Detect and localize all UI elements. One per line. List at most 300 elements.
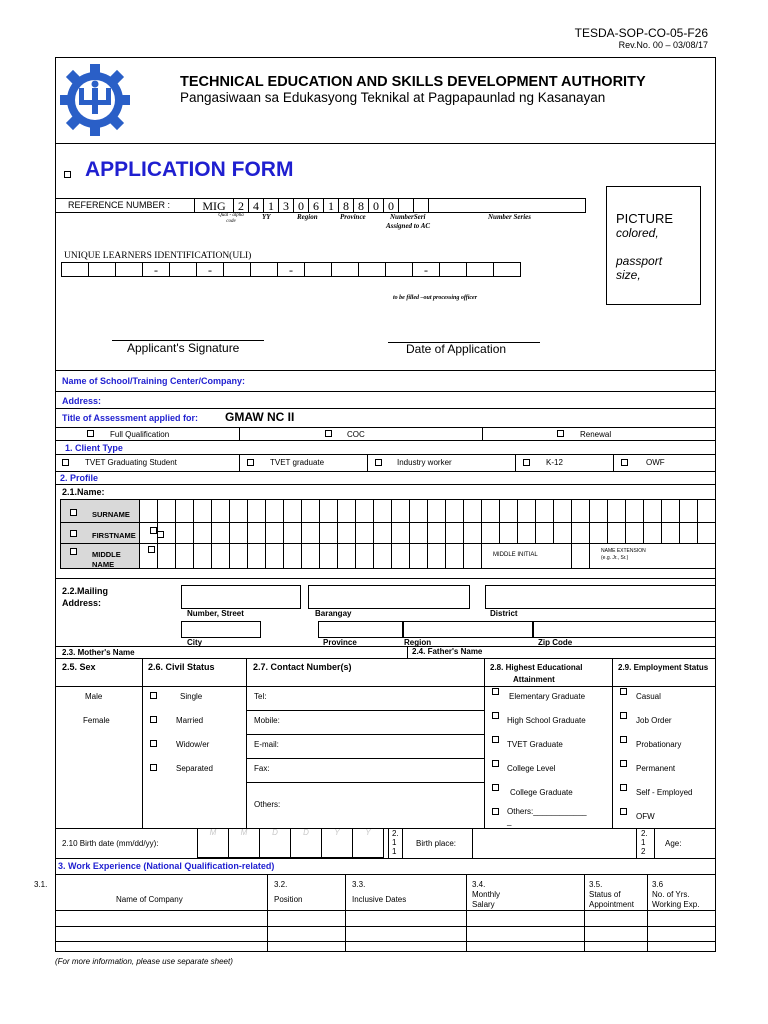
name-letter-cell[interactable] <box>427 543 446 569</box>
education-heading-1: 2.8. Highest Educational <box>490 663 583 672</box>
uli-cell[interactable] <box>304 262 332 277</box>
owf-label: OWF <box>646 458 665 467</box>
name-letter-cell[interactable] <box>391 499 410 523</box>
client-type-heading: 1. Client Type <box>65 443 123 453</box>
mailing-label-1: 2.2.Mailing <box>62 586 109 596</box>
name-letter-cell[interactable] <box>445 522 464 544</box>
permanent-label: Permanent <box>636 764 676 773</box>
name-label: 2.1.Name: <box>62 487 105 497</box>
contact-heading: 2.7. Contact Number(s) <box>253 662 352 672</box>
name-letter-cell[interactable] <box>463 543 482 569</box>
renewal-checkbox[interactable] <box>557 430 564 437</box>
name-sub-label: NAME <box>92 560 115 569</box>
uli-cell[interactable] <box>61 262 89 277</box>
name-letter-cell[interactable] <box>625 499 644 523</box>
name-letter-cell[interactable] <box>409 522 428 544</box>
birthdate-cell[interactable]: D <box>259 828 291 858</box>
uli-cell[interactable] <box>169 262 197 277</box>
name-letter-cell[interactable] <box>643 522 662 544</box>
client-sep-1 <box>239 454 240 471</box>
name-letter-cell[interactable] <box>679 499 698 523</box>
parents-sep <box>407 646 408 658</box>
casual-label: Casual <box>636 692 661 701</box>
name-letter-cell[interactable] <box>175 543 194 569</box>
others-edu-checkbox[interactable] <box>492 808 499 815</box>
name-letter-cell[interactable] <box>211 499 230 523</box>
others-label[interactable]: Others: <box>254 800 281 809</box>
number-street-field[interactable] <box>181 585 301 609</box>
job-order-checkbox[interactable] <box>620 712 627 719</box>
name-letter-cell[interactable] <box>283 522 302 544</box>
surname-label: SURNAME <box>92 510 130 519</box>
col-name-company-num: 3.1. <box>34 880 48 889</box>
name-letter-cell[interactable] <box>481 522 500 544</box>
renewal-label: Renewal <box>580 430 612 439</box>
middle-label: MIDDLE <box>92 550 121 559</box>
birth-sep-2 <box>402 828 403 858</box>
uli-cell[interactable] <box>331 262 359 277</box>
name-letter-cell[interactable] <box>229 522 248 544</box>
form-title: APPLICATION FORM <box>85 158 294 181</box>
tvet-graduating-label: TVET Graduating Student <box>85 458 177 467</box>
col-status-num: 3.5. <box>589 880 603 889</box>
name-letter-cell[interactable] <box>553 499 572 523</box>
uli-cell[interactable]: - <box>412 262 440 277</box>
name-letter-cell[interactable] <box>265 522 284 544</box>
name-letter-cell[interactable] <box>661 522 680 544</box>
name-letter-cell[interactable] <box>283 499 302 523</box>
father-label: 2.4. Father's Name <box>412 647 483 656</box>
single-label: Single <box>180 692 203 701</box>
divider-assessment <box>55 408 716 409</box>
qual-sep-1 <box>239 427 240 440</box>
uli-cell[interactable] <box>223 262 251 277</box>
uli-label: UNIQUE LEARNERS IDENTIFICATION(ULI) <box>64 251 252 261</box>
uli-cell[interactable]: - <box>196 262 224 277</box>
name-letter-cell[interactable] <box>427 499 446 523</box>
picture-box[interactable] <box>606 186 701 305</box>
job-order-label: Job Order <box>636 716 672 725</box>
firstname-cells[interactable] <box>140 522 698 544</box>
ofw-emp-label: OFW <box>636 812 655 821</box>
separated-label: Separated <box>176 764 213 773</box>
uli-cell[interactable] <box>88 262 116 277</box>
full-qualification-label: Full Qualification <box>110 430 170 439</box>
city-label: City <box>187 638 203 647</box>
name-letter-cell[interactable] <box>301 522 320 544</box>
birthdate-cells[interactable] <box>198 828 384 858</box>
age-num-1: 2. <box>641 829 648 838</box>
district-label: District <box>490 609 518 618</box>
name-letter-cell[interactable] <box>643 499 662 523</box>
name-letter-cell[interactable] <box>193 522 212 544</box>
name-letter-cell[interactable] <box>157 499 176 523</box>
org-name-tagalog: Pangasiwaan sa Edukasyong Teknikal at Pagpapaunlad ng Kasanayan <box>180 90 606 105</box>
client-sep-3 <box>515 454 516 471</box>
col-position-num: 3.2. <box>274 880 288 889</box>
casual-checkbox[interactable] <box>620 688 627 695</box>
uli-cell[interactable] <box>250 262 278 277</box>
middle-initial-label: MIDDLE INITIAL <box>493 552 538 558</box>
work-row-1[interactable] <box>55 910 716 911</box>
name-letter-cell[interactable] <box>427 522 446 544</box>
divider-work <box>55 858 716 859</box>
col-sep-4 <box>612 658 613 828</box>
uli-cell[interactable] <box>115 262 143 277</box>
others-edu-label: Others:____________ <box>507 807 587 816</box>
profile-heading: 2. Profile <box>60 473 99 483</box>
name-letter-cell[interactable] <box>193 499 212 523</box>
name-letter-cell[interactable] <box>463 522 482 544</box>
tel-label[interactable]: Tel: <box>254 692 267 701</box>
name-letter-cell[interactable] <box>553 522 572 544</box>
firstname-checkbox[interactable] <box>70 530 77 537</box>
divider-mailing <box>55 578 716 579</box>
ref-sub-qual: Qual - alpha code <box>218 213 244 224</box>
age-num-2: 1 <box>641 838 646 847</box>
name-ext-label: NAME EXTENSION <box>601 548 646 554</box>
birthdate-cell[interactable]: Y <box>321 828 353 858</box>
owf-checkbox[interactable] <box>621 459 628 466</box>
title-checkbox[interactable] <box>64 171 71 178</box>
name-letter-cell[interactable] <box>265 499 284 523</box>
col-salary-2: Salary <box>472 900 495 909</box>
birth-sep-1 <box>388 828 389 858</box>
name-letter-cell[interactable] <box>571 522 590 544</box>
district-field[interactable] <box>485 585 716 609</box>
name-letter-cell[interactable] <box>391 543 410 569</box>
region-label: Region <box>404 638 432 647</box>
firstname-checkbox-2[interactable] <box>150 527 157 534</box>
college-graduate-label: College Graduate <box>510 788 573 797</box>
client-sep-4 <box>613 454 614 471</box>
name-letter-cell[interactable] <box>391 522 410 544</box>
col-years-num: 3.6 <box>652 880 664 889</box>
zip-label: Zip Code <box>538 638 573 647</box>
name-letter-cell[interactable] <box>679 522 698 544</box>
ref-digit-cell[interactable] <box>413 198 429 213</box>
k12-checkbox[interactable] <box>523 459 530 466</box>
birthplace-num-3: 1 <box>392 847 397 856</box>
widower-label: Widow/er <box>176 740 210 749</box>
mobile-label[interactable]: Mobile: <box>254 716 280 725</box>
surname-cells[interactable] <box>140 499 698 523</box>
name-letter-cell[interactable] <box>247 499 266 523</box>
name-letter-cell[interactable] <box>661 499 680 523</box>
divider-parents <box>55 646 716 647</box>
age-label: Age: <box>665 839 682 848</box>
mother-label: 2.3. Mother's Name <box>62 648 135 657</box>
col-name-company: Name of Company <box>116 895 183 904</box>
civil-status-heading: 2.6. Civil Status <box>148 662 215 672</box>
col-salary-1: Monthly <box>472 890 501 899</box>
industry-worker-label: Industry worker <box>397 458 452 467</box>
uli-cell[interactable] <box>385 262 413 277</box>
name-letter-cell[interactable] <box>229 543 248 569</box>
name-letter-cell[interactable] <box>607 499 626 523</box>
col-status-1: Status of <box>589 890 621 899</box>
ref-sub-yy: YY <box>262 213 271 221</box>
name-letter-cell[interactable] <box>229 499 248 523</box>
number-street-label: Number, Street <box>187 609 244 618</box>
ref-digit-cell[interactable]: 8 <box>353 198 369 213</box>
probationary-label: Probationary <box>636 740 682 749</box>
age-num <box>641 829 648 856</box>
ref-digit-cell[interactable] <box>398 198 414 213</box>
name-letter-cell[interactable] <box>373 499 392 523</box>
name-letter-cell[interactable] <box>355 499 374 523</box>
name-letter-cell[interactable] <box>463 499 482 523</box>
ref-digit-cell[interactable]: 8 <box>338 198 354 213</box>
signature-label: Applicant's Signature <box>127 341 240 355</box>
others-edu-underscore: _ <box>507 817 512 826</box>
ofw-emp-checkbox[interactable] <box>620 808 627 815</box>
divider-client <box>55 440 716 441</box>
ref-sub-numberseri: NumberSeri <box>390 213 426 221</box>
reference-number-cells[interactable] <box>195 198 429 213</box>
name-letter-cell[interactable] <box>355 522 374 544</box>
name-letter-cell[interactable] <box>247 522 266 544</box>
divider-birth <box>55 828 716 829</box>
college-level-checkbox[interactable] <box>492 760 499 767</box>
name-letter-cell[interactable] <box>157 543 176 569</box>
assessment-value: GMAW NC II <box>225 410 295 424</box>
ref-sub-assigned: Assigned to AC <box>386 222 431 230</box>
reference-label: REFERENCE NUMBER : <box>68 200 171 210</box>
divider-client-options <box>55 454 716 455</box>
assessment-label: Title of Assessment applied for: <box>62 413 199 423</box>
name-letter-cell[interactable] <box>445 543 464 569</box>
ref-sub-province: Province <box>340 213 366 221</box>
sex-heading: 2.5. Sex <box>62 662 96 672</box>
name-letter-cell[interactable] <box>319 543 338 569</box>
name-letter-cell[interactable] <box>355 543 374 569</box>
name-letter-cell[interactable] <box>535 522 554 544</box>
elementary-checkbox[interactable] <box>492 688 499 695</box>
ref-sub-number-series: Number Series <box>488 213 531 221</box>
name-letter-cell[interactable] <box>211 522 230 544</box>
ref-digit-cell[interactable]: 0 <box>383 198 399 213</box>
sex-male[interactable]: Male <box>85 692 103 701</box>
divider-qual <box>55 427 716 428</box>
name-letter-cell[interactable] <box>139 499 158 523</box>
name-letter-cell[interactable] <box>517 522 536 544</box>
mailing-label-2: Address: <box>62 598 102 608</box>
self-employed-label: Self - Employed <box>636 788 693 797</box>
name-letter-cell[interactable] <box>607 522 626 544</box>
industry-worker-checkbox[interactable] <box>375 459 382 466</box>
college-level-label: College Level <box>507 764 556 773</box>
name-letter-cell[interactable] <box>445 499 464 523</box>
client-sep-2 <box>367 454 368 471</box>
self-employed-checkbox[interactable] <box>620 784 627 791</box>
col-sep-2 <box>246 658 247 828</box>
col-years-1: No. of Yrs. <box>652 890 690 899</box>
col-dates: Inclusive Dates <box>352 895 407 904</box>
full-qualification-checkbox[interactable] <box>87 430 94 437</box>
name-letter-cell[interactable] <box>373 522 392 544</box>
name-letter-cell[interactable] <box>499 499 518 523</box>
probationary-checkbox[interactable] <box>620 736 627 743</box>
contact-div-3 <box>246 758 484 759</box>
work-footnote: (For more information, please use separate sheet) <box>55 957 233 966</box>
birthdate-label: 2.10 Birth date (mm/dd/yy): <box>62 839 159 848</box>
col-years-2: Working Exp. <box>652 900 700 909</box>
name-letter-cell[interactable] <box>481 499 500 523</box>
elementary-label: Elementary Graduate <box>509 692 586 701</box>
work-heading: 3. Work Experience (National Qualification-related) <box>58 861 275 871</box>
ref-digit-cell[interactable]: 6 <box>308 198 324 213</box>
name-letter-cell[interactable] <box>283 543 302 569</box>
ref-digit-cell[interactable]: 1 <box>323 198 339 213</box>
name-letter-cell[interactable] <box>175 499 194 523</box>
ref-digit-cell[interactable]: 4 <box>248 198 264 213</box>
age-num-3: 2 <box>641 847 646 856</box>
name-letter-cell[interactable] <box>337 499 356 523</box>
uli-note: to be filled –out processing officer <box>393 295 478 301</box>
ref-digit-cell[interactable]: 0 <box>368 198 384 213</box>
uli-cell[interactable]: - <box>277 262 305 277</box>
birthdate-cell[interactable]: M <box>197 828 229 858</box>
name-letter-cell[interactable] <box>517 499 536 523</box>
contact-div-2 <box>246 734 484 735</box>
picture-line-1: colored, <box>616 226 659 240</box>
birthdate-cell[interactable]: D <box>290 828 322 858</box>
single-checkbox[interactable] <box>150 692 157 699</box>
name-letter-cell[interactable] <box>193 543 212 569</box>
name-letter-cell[interactable] <box>589 499 608 523</box>
birthdate-cell[interactable]: Y <box>352 828 384 858</box>
birthplace-label: Birth place: <box>416 839 457 848</box>
work-row-2[interactable] <box>55 926 716 927</box>
name-letter-cell[interactable] <box>571 543 590 569</box>
divider-personal-header <box>55 686 716 687</box>
middlename-checkbox-2[interactable] <box>148 546 155 553</box>
divider-profile <box>55 471 716 472</box>
name-letter-cell[interactable] <box>265 543 284 569</box>
picture-line-3: size, <box>616 268 641 282</box>
name-letter-cell[interactable] <box>319 499 338 523</box>
header-divider <box>55 143 716 144</box>
birth-sep-4 <box>636 828 637 858</box>
tvet-graduate-checkbox[interactable] <box>247 459 254 466</box>
name-letter-cell[interactable] <box>409 543 428 569</box>
married-label: Married <box>176 716 204 725</box>
uli-cell[interactable] <box>466 262 494 277</box>
province-label: Province <box>323 638 357 647</box>
name-letter-cell[interactable] <box>409 499 428 523</box>
tvet-graduate-edu-label: TVET Graduate <box>507 740 563 749</box>
name-letter-cell[interactable] <box>247 543 266 569</box>
sex-female[interactable]: Female <box>83 716 110 725</box>
permanent-checkbox[interactable] <box>620 760 627 767</box>
name-letter-cell[interactable] <box>589 522 608 544</box>
college-graduate-checkbox[interactable] <box>492 784 499 791</box>
ref-digit-cell[interactable]: 1 <box>263 198 279 213</box>
uli-cell[interactable] <box>439 262 467 277</box>
tvet-graduate-edu-checkbox[interactable] <box>492 736 499 743</box>
surname-checkbox[interactable] <box>70 509 77 516</box>
birthplace-num-2: 1 <box>392 838 397 847</box>
name-letter-cell[interactable] <box>319 522 338 544</box>
widower-checkbox[interactable] <box>150 740 157 747</box>
k12-label: K-12 <box>546 458 563 467</box>
tesda-logo <box>60 62 130 138</box>
name-letter-cell[interactable] <box>625 522 644 544</box>
coc-label: COC <box>347 430 365 439</box>
firstname-checkbox-3[interactable] <box>157 531 164 538</box>
barangay-field[interactable] <box>308 585 470 609</box>
col-sep-3 <box>484 658 485 828</box>
org-name: TECHNICAL EDUCATION AND SKILLS DEVELOPMENT AUTHORITY <box>180 74 646 90</box>
birth-sep-5 <box>654 828 655 858</box>
highschool-label: High School Graduate <box>507 716 586 725</box>
firstname-label: FIRSTNAME <box>92 531 136 540</box>
name-letter-cell[interactable] <box>571 499 590 523</box>
col-position: Position <box>274 895 303 904</box>
birthplace-num-1: 2. <box>392 829 399 838</box>
birth-sep-3 <box>472 828 473 858</box>
date-label: Date of Application <box>406 342 507 356</box>
ref-digit-cell[interactable]: 2 <box>233 198 249 213</box>
work-row-3[interactable] <box>55 941 716 942</box>
province-field[interactable] <box>318 621 403 638</box>
uli-cell[interactable] <box>493 262 521 277</box>
married-checkbox[interactable] <box>150 716 157 723</box>
email-label[interactable]: E-mail: <box>254 740 279 749</box>
name-letter-cell[interactable] <box>175 522 194 544</box>
name-letter-cell[interactable] <box>337 522 356 544</box>
name-letter-cell[interactable] <box>499 522 518 544</box>
highschool-checkbox[interactable] <box>492 712 499 719</box>
contact-div-1 <box>246 710 484 711</box>
fax-label[interactable]: Fax: <box>254 764 270 773</box>
uli-cell[interactable]: - <box>142 262 170 277</box>
name-letter-cell[interactable] <box>211 543 230 569</box>
birthdate-cell[interactable]: M <box>228 828 260 858</box>
name-letter-cell[interactable] <box>301 543 320 569</box>
picture-title: PICTURE <box>616 211 674 226</box>
region-field[interactable] <box>403 621 533 638</box>
tvet-graduate-label: TVET graduate <box>270 458 325 467</box>
name-letter-cell[interactable] <box>337 543 356 569</box>
tvet-graduating-checkbox[interactable] <box>62 459 69 466</box>
zip-field[interactable] <box>533 621 716 638</box>
middlename-checkbox[interactable] <box>70 548 77 555</box>
school-label: Name of School/Training Center/Company: <box>62 376 246 386</box>
col-sep-1 <box>142 658 143 828</box>
name-letter-cell[interactable] <box>535 499 554 523</box>
uli-cells[interactable] <box>62 262 521 277</box>
ref-digit-cell[interactable]: 3 <box>278 198 294 213</box>
ref-sub-region: Region <box>297 213 318 221</box>
col-salary-num: 3.4. <box>472 880 486 889</box>
separated-checkbox[interactable] <box>150 764 157 771</box>
name-letter-cell[interactable] <box>373 543 392 569</box>
education-heading-2: Attainment <box>513 675 555 684</box>
ref-digit-cell[interactable]: 0 <box>293 198 309 213</box>
picture-line-2: passport <box>616 254 663 268</box>
ref-digit-cell[interactable]: MIG <box>194 198 234 213</box>
qual-sep-2 <box>482 427 483 440</box>
address-label: Address: <box>62 396 102 406</box>
name-letter-cell[interactable] <box>301 499 320 523</box>
col-status-2: Appointment <box>589 900 634 909</box>
city-field[interactable] <box>181 621 261 638</box>
name-ext-eg: (e.g. Jr., Sr.) <box>601 555 629 561</box>
coc-checkbox[interactable] <box>325 430 332 437</box>
uli-cell[interactable] <box>358 262 386 277</box>
